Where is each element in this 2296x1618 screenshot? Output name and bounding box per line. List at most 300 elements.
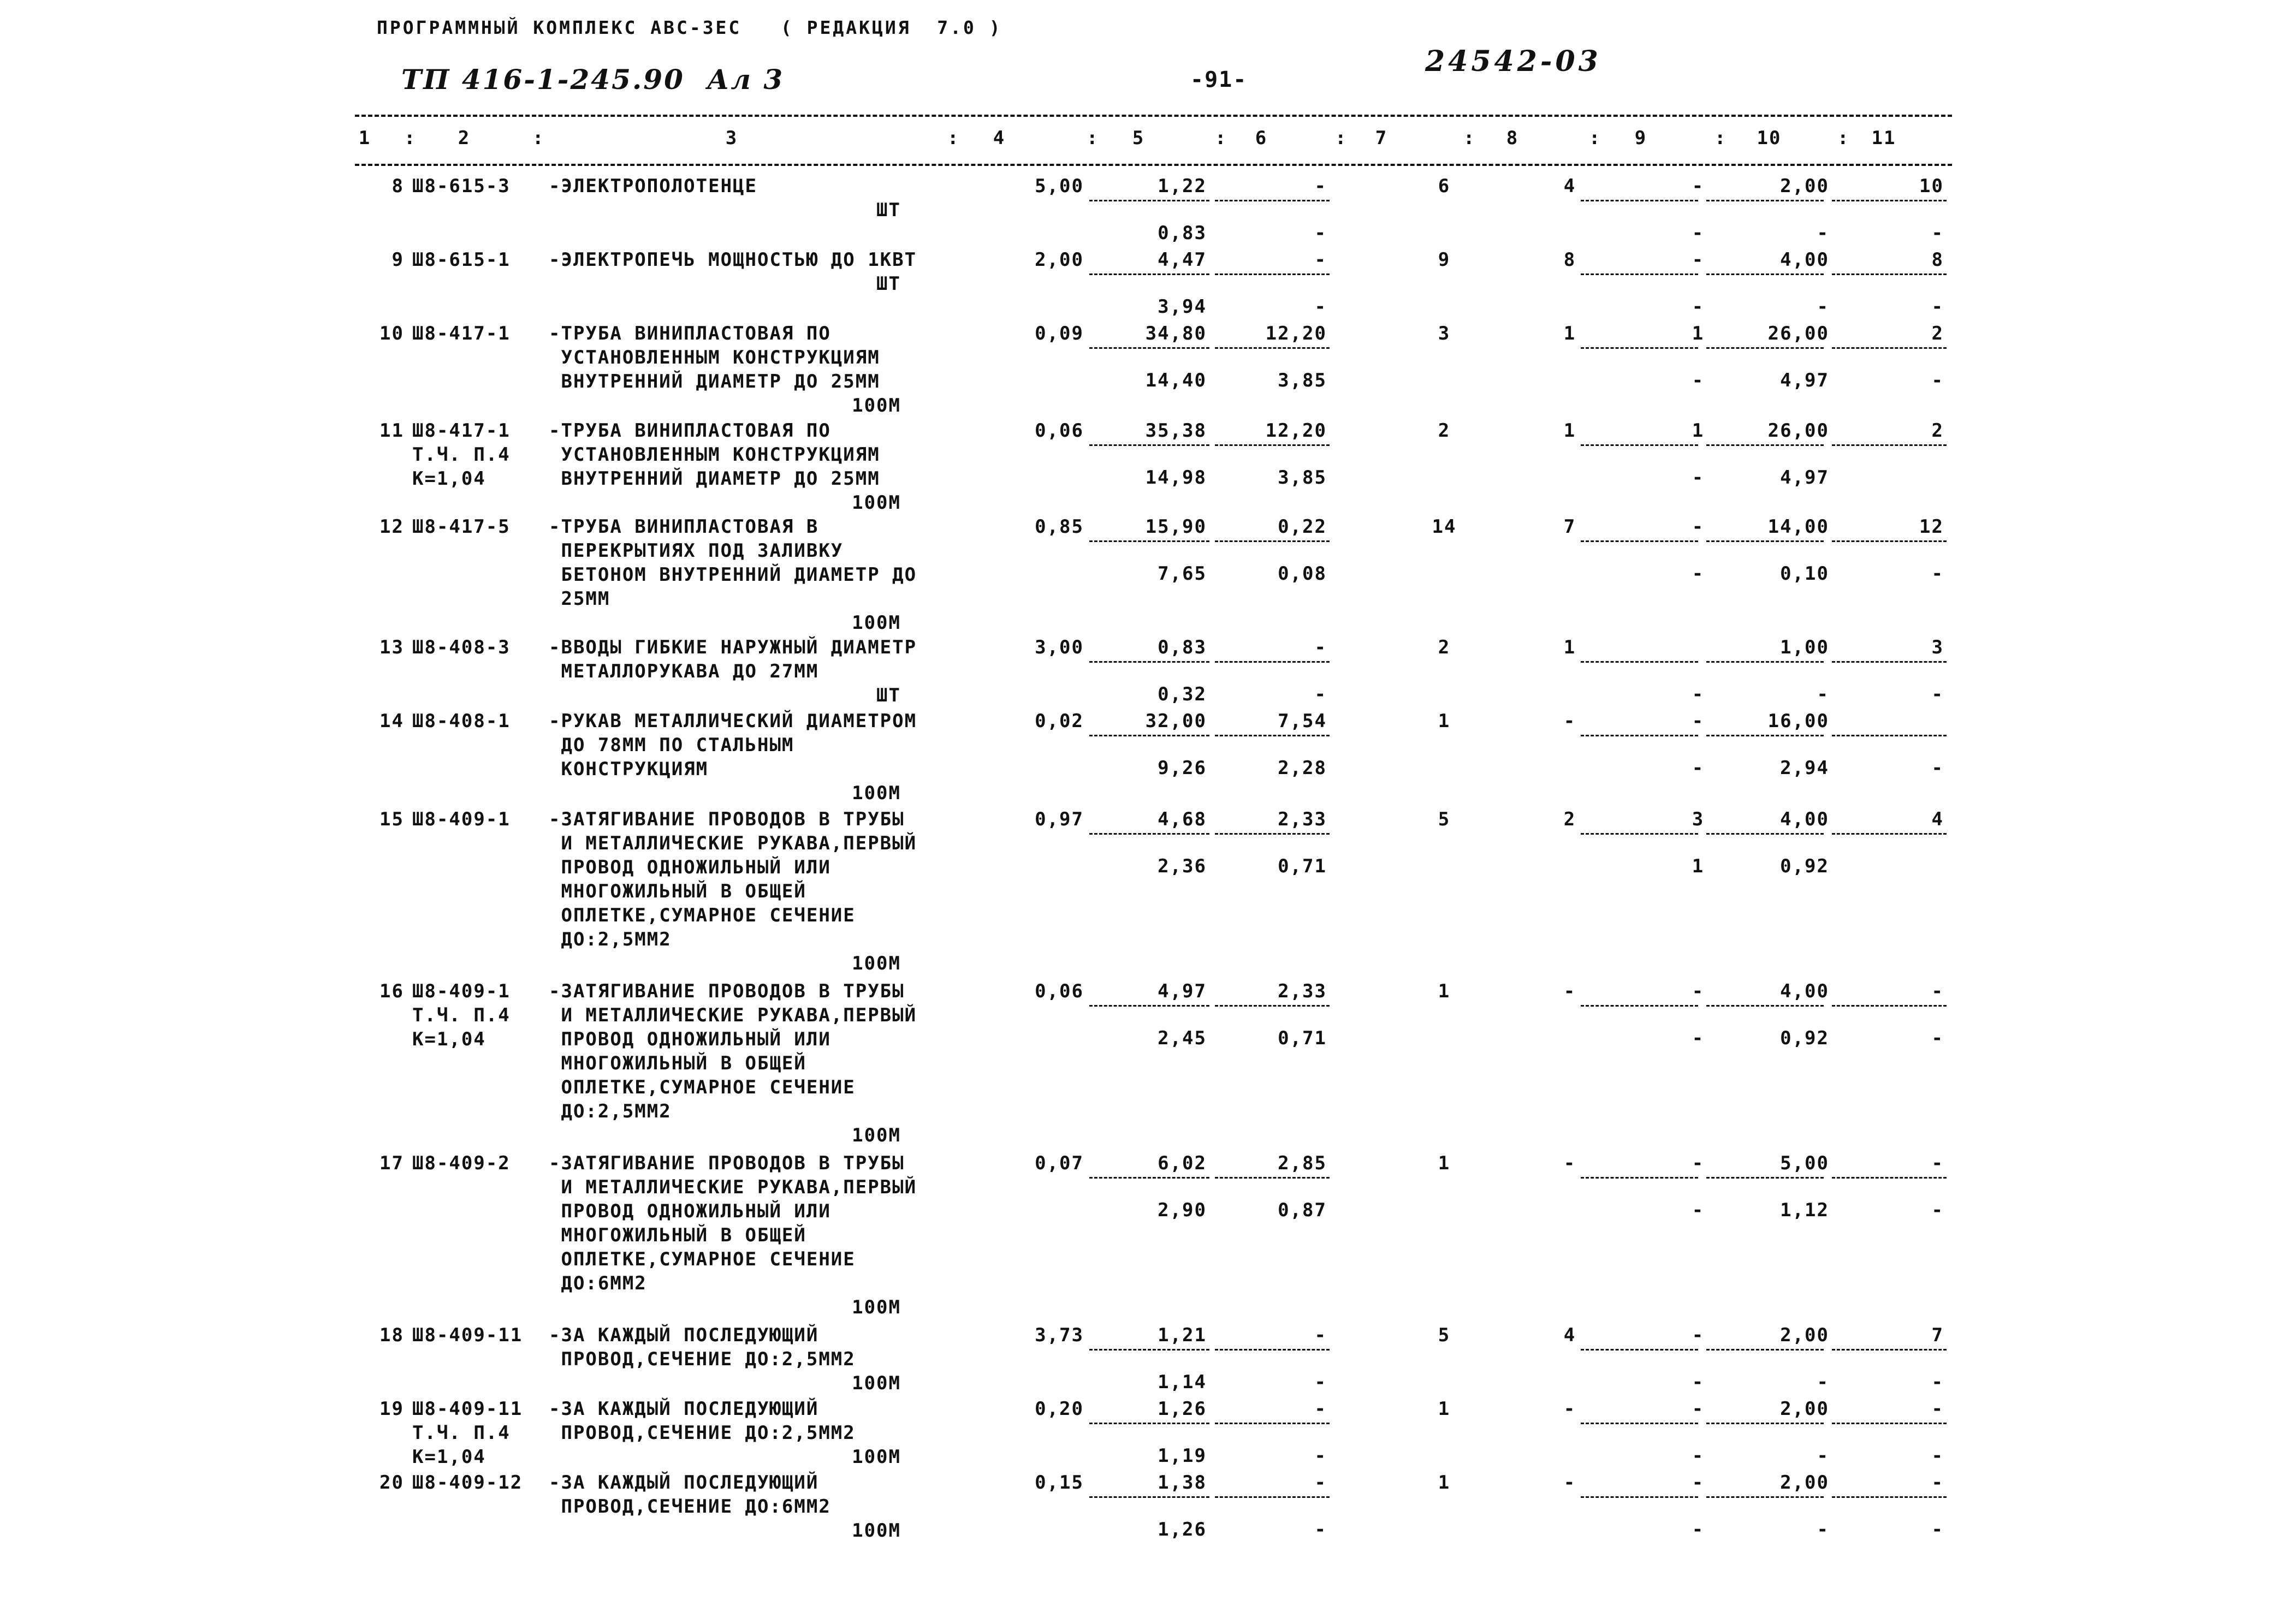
row-col10-sub: - bbox=[1817, 683, 1829, 705]
subtotal-divider bbox=[1832, 1005, 1947, 1007]
row-col5: 1,22 bbox=[1158, 175, 1207, 197]
row-col5-sub: 14,98 bbox=[1145, 467, 1207, 489]
row-col11: - bbox=[1931, 1152, 1944, 1174]
subtotal-divider bbox=[1832, 347, 1947, 349]
row-code: Ш8-417-1 bbox=[412, 420, 511, 442]
row-col11-sub: - bbox=[1931, 1519, 1944, 1540]
subtotal-divider bbox=[1215, 1423, 1330, 1424]
row-col11: 10 bbox=[1919, 175, 1944, 197]
row-unit: 100М bbox=[852, 1446, 901, 1468]
row-col5: 6,02 bbox=[1158, 1152, 1207, 1174]
row-code: Ш8-409-11 bbox=[412, 1324, 523, 1346]
row-col11-sub: - bbox=[1931, 296, 1944, 318]
header-rule-top bbox=[355, 115, 1952, 117]
subtotal-divider bbox=[1706, 1349, 1824, 1351]
subtotal-divider bbox=[1706, 735, 1824, 736]
row-col5-sub: 2,45 bbox=[1158, 1027, 1207, 1049]
row-col6: 12,20 bbox=[1265, 420, 1327, 442]
row-number: 20 bbox=[379, 1472, 404, 1494]
row-code: Ш8-409-2 bbox=[412, 1152, 511, 1174]
row-col9-sub: - bbox=[1692, 683, 1705, 705]
row-code: Ш8-417-1 bbox=[412, 323, 511, 344]
row-col11-sub: - bbox=[1931, 1371, 1944, 1393]
row-col7: 6 bbox=[1438, 175, 1451, 197]
row-description: УСТАНОВЛЕННЫМ КОНСТРУКЦИЯМ bbox=[549, 347, 880, 368]
row-col5: 4,68 bbox=[1158, 808, 1207, 830]
row-col11: 4 bbox=[1931, 808, 1944, 830]
row-description: ВНУТРЕННИЙ ДИАМЕТР ДО 25ММ bbox=[549, 468, 880, 490]
row-col10: 4,00 bbox=[1780, 980, 1829, 1002]
row-col7: 5 bbox=[1438, 808, 1451, 830]
subtotal-divider bbox=[1832, 540, 1947, 542]
subtotal-divider bbox=[1706, 200, 1824, 201]
row-description: ПРОВОД ОДНОЖИЛЬНЫЙ ИЛИ bbox=[549, 1028, 831, 1050]
row-col9-sub: - bbox=[1692, 1445, 1705, 1467]
row-unit: 100М bbox=[852, 612, 901, 634]
row-col10: 2,00 bbox=[1780, 1324, 1829, 1346]
subtotal-divider bbox=[1089, 735, 1209, 736]
row-col6: - bbox=[1314, 175, 1327, 197]
row-description: МЕТАЛЛОРУКАВА ДО 27ММ bbox=[549, 661, 819, 682]
column-header-8: 8 bbox=[1506, 127, 1519, 149]
row-col8: 1 bbox=[1563, 420, 1576, 442]
row-col9-sub: - bbox=[1692, 1199, 1705, 1221]
row-col4: 0,06 bbox=[1035, 420, 1084, 442]
row-code: Т.Ч. П.4 bbox=[412, 444, 511, 466]
subtotal-divider bbox=[1089, 273, 1209, 275]
column-separator: : bbox=[1837, 127, 1850, 149]
subtotal-divider bbox=[1706, 1423, 1824, 1424]
subtotal-divider bbox=[1089, 347, 1209, 349]
row-col7: 1 bbox=[1438, 1472, 1451, 1494]
row-col9: - bbox=[1692, 1398, 1705, 1420]
row-col10-sub: 0,92 bbox=[1780, 1027, 1829, 1049]
row-col9-sub: 1 bbox=[1692, 855, 1705, 877]
row-description: ПРОВОД,СЕЧЕНИЕ ДО:2,5ММ2 bbox=[549, 1422, 856, 1444]
subtotal-divider bbox=[1706, 661, 1824, 663]
subtotal-divider bbox=[1706, 540, 1824, 542]
row-col7: 1 bbox=[1438, 1398, 1451, 1420]
row-col6-sub: - bbox=[1314, 683, 1327, 705]
row-description: И МЕТАЛЛИЧЕСКИЕ РУКАВА,ПЕРВЫЙ bbox=[549, 1004, 917, 1026]
row-description: ДО:6ММ2 bbox=[549, 1272, 647, 1294]
column-header-7: 7 bbox=[1375, 127, 1388, 149]
row-col11: - bbox=[1931, 980, 1944, 1002]
subtotal-divider bbox=[1089, 1349, 1209, 1351]
row-number: 12 bbox=[379, 516, 404, 538]
row-code: Ш8-409-12 bbox=[412, 1472, 523, 1494]
subtotal-divider bbox=[1581, 661, 1698, 663]
row-col5-sub: 2,90 bbox=[1158, 1199, 1207, 1221]
row-unit: 100М bbox=[852, 492, 901, 514]
row-description: -ТРУБА ВИНИПЛАСТОВАЯ ПО bbox=[549, 420, 831, 442]
row-col6: 2,33 bbox=[1278, 980, 1327, 1002]
subtotal-divider bbox=[1581, 347, 1698, 349]
subtotal-divider bbox=[1089, 1005, 1209, 1007]
row-code: К=1,04 bbox=[412, 1446, 486, 1468]
row-number: 16 bbox=[379, 980, 404, 1002]
subtotal-divider bbox=[1832, 273, 1947, 275]
subtotal-divider bbox=[1581, 735, 1698, 736]
subtotal-divider bbox=[1089, 444, 1209, 446]
subtotal-divider bbox=[1581, 833, 1698, 835]
row-col7: 5 bbox=[1438, 1324, 1451, 1346]
row-description: ПЕРЕКРЫТИЯХ ПОД ЗАЛИВКУ bbox=[549, 540, 844, 562]
row-col5: 4,97 bbox=[1158, 980, 1207, 1002]
row-col10-sub: - bbox=[1817, 1445, 1829, 1467]
row-description: ОПЛЕТКЕ,СУМАРНОЕ СЕЧЕНИЕ bbox=[549, 1076, 856, 1098]
row-number: 15 bbox=[379, 808, 404, 830]
row-description: КОНСТРУКЦИЯМ bbox=[549, 758, 709, 780]
row-description: ДО:2,5ММ2 bbox=[549, 929, 672, 950]
row-col9-sub: - bbox=[1692, 467, 1705, 489]
column-separator: : bbox=[1087, 127, 1099, 149]
row-description: -ЗА КАЖДЫЙ ПОСЛЕДУЮЩИЙ bbox=[549, 1324, 819, 1346]
row-col8: - bbox=[1563, 710, 1576, 732]
column-separator: : bbox=[947, 127, 960, 149]
row-col10-sub: 2,94 bbox=[1780, 757, 1829, 779]
row-col9: 1 bbox=[1692, 420, 1705, 442]
row-col9-sub: - bbox=[1692, 296, 1705, 318]
row-col8: 1 bbox=[1563, 637, 1576, 658]
row-col8: 7 bbox=[1563, 516, 1576, 538]
row-col9: - bbox=[1692, 249, 1705, 271]
subtotal-divider bbox=[1832, 1177, 1947, 1179]
row-col7: 14 bbox=[1432, 516, 1457, 538]
row-description: -ЗА КАЖДЫЙ ПОСЛЕДУЮЩИЙ bbox=[549, 1398, 819, 1420]
subtotal-divider bbox=[1581, 273, 1698, 275]
subtotal-divider bbox=[1581, 1005, 1698, 1007]
row-col6-sub: 0,08 bbox=[1278, 563, 1327, 585]
row-col9-sub: - bbox=[1692, 757, 1705, 779]
row-col10: 14,00 bbox=[1767, 516, 1829, 538]
row-description: -ЗАТЯГИВАНИЕ ПРОВОДОВ В ТРУБЫ bbox=[549, 808, 905, 830]
row-number: 13 bbox=[379, 637, 404, 658]
row-col10: 1,00 bbox=[1780, 637, 1829, 658]
row-unit: ШТ bbox=[876, 273, 901, 295]
row-col9: - bbox=[1692, 1472, 1705, 1494]
subtotal-divider bbox=[1215, 661, 1330, 663]
row-description: БЕТОНОМ ВНУТРЕННИЙ ДИАМЕТР ДО bbox=[549, 564, 917, 586]
subtotal-divider bbox=[1581, 1496, 1698, 1498]
row-col9: - bbox=[1692, 1152, 1705, 1174]
row-code: К=1,04 bbox=[412, 468, 486, 490]
row-col6-sub: 0,71 bbox=[1278, 855, 1327, 877]
row-col5-sub: 0,32 bbox=[1158, 683, 1207, 705]
row-col5: 32,00 bbox=[1145, 710, 1207, 732]
subtotal-divider bbox=[1581, 444, 1698, 446]
row-col9-sub: - bbox=[1692, 1027, 1705, 1049]
row-col6: 2,85 bbox=[1278, 1152, 1327, 1174]
row-number: 14 bbox=[379, 710, 404, 732]
row-col6-sub: - bbox=[1314, 296, 1327, 318]
row-col11: 7 bbox=[1931, 1324, 1944, 1346]
column-header-11: 11 bbox=[1871, 127, 1896, 149]
row-col9-sub: - bbox=[1692, 1371, 1705, 1393]
subtotal-divider bbox=[1215, 540, 1330, 542]
row-col9-sub: - bbox=[1692, 1519, 1705, 1540]
row-col10-sub: - bbox=[1817, 1519, 1829, 1540]
row-col6-sub: 0,71 bbox=[1278, 1027, 1327, 1049]
row-col8: - bbox=[1563, 1398, 1576, 1420]
row-col9: - bbox=[1692, 516, 1705, 538]
row-col8: - bbox=[1563, 1472, 1576, 1494]
row-unit: ШТ bbox=[876, 685, 901, 706]
row-number: 11 bbox=[379, 420, 404, 442]
row-col5-sub: 14,40 bbox=[1145, 370, 1207, 391]
row-description: УСТАНОВЛЕННЫМ КОНСТРУКЦИЯМ bbox=[549, 444, 880, 466]
program-header: ПРОГРАММНЫЙ КОМПЛЕКС АВС-3ЕС ( РЕДАКЦИЯ 7.0 ) bbox=[377, 17, 1002, 38]
row-col10-sub: 4,97 bbox=[1780, 370, 1829, 391]
row-description: И МЕТАЛЛИЧЕСКИЕ РУКАВА,ПЕРВЫЙ bbox=[549, 832, 917, 854]
row-col5: 1,21 bbox=[1158, 1324, 1207, 1346]
row-col7: 3 bbox=[1438, 323, 1451, 344]
row-unit: 100М bbox=[852, 1372, 901, 1394]
row-col6: - bbox=[1314, 1324, 1327, 1346]
row-col9: - bbox=[1692, 175, 1705, 197]
row-col7: 2 bbox=[1438, 420, 1451, 442]
subtotal-divider bbox=[1215, 273, 1330, 275]
subtotal-divider bbox=[1832, 1423, 1947, 1424]
row-col8: 1 bbox=[1563, 323, 1576, 344]
column-header-5: 5 bbox=[1132, 127, 1145, 149]
row-col11-sub: - bbox=[1931, 1199, 1944, 1221]
subtotal-divider bbox=[1215, 1496, 1330, 1498]
subtotal-divider bbox=[1215, 200, 1330, 201]
row-col9-sub: - bbox=[1692, 563, 1705, 585]
row-description: -ТРУБА ВИНИПЛАСТОВАЯ ПО bbox=[549, 323, 831, 344]
subtotal-divider bbox=[1706, 1005, 1824, 1007]
row-col11: 3 bbox=[1931, 637, 1944, 658]
row-col11: - bbox=[1931, 1472, 1944, 1494]
row-number: 17 bbox=[379, 1152, 404, 1174]
row-col5: 35,38 bbox=[1145, 420, 1207, 442]
row-unit: 100М bbox=[852, 1296, 901, 1318]
row-code: Ш8-615-1 bbox=[412, 249, 511, 271]
row-col6-sub: 3,85 bbox=[1278, 467, 1327, 489]
row-col4: 0,09 bbox=[1035, 323, 1084, 344]
subtotal-divider bbox=[1089, 1423, 1209, 1424]
row-col11: - bbox=[1931, 1398, 1944, 1420]
subtotal-divider bbox=[1581, 540, 1698, 542]
row-col6: 2,33 bbox=[1278, 808, 1327, 830]
row-col10-sub: - bbox=[1817, 222, 1829, 244]
row-code: Ш8-417-5 bbox=[412, 516, 511, 538]
row-description: И МЕТАЛЛИЧЕСКИЕ РУКАВА,ПЕРВЫЙ bbox=[549, 1176, 917, 1198]
column-header-2: 2 bbox=[458, 127, 471, 149]
page-number: -91- bbox=[1190, 67, 1248, 92]
row-col4: 0,06 bbox=[1035, 980, 1084, 1002]
row-col11-sub: - bbox=[1931, 222, 1944, 244]
column-separator: : bbox=[532, 127, 545, 149]
row-number: 9 bbox=[391, 249, 404, 271]
row-col10: 4,00 bbox=[1780, 808, 1829, 830]
row-col5-sub: 7,65 bbox=[1158, 563, 1207, 585]
subtotal-divider bbox=[1581, 1177, 1698, 1179]
subtotal-divider bbox=[1089, 200, 1209, 201]
column-header-4: 4 bbox=[993, 127, 1006, 149]
row-col6: 0,22 bbox=[1278, 516, 1327, 538]
row-description: -ЗАТЯГИВАНИЕ ПРОВОДОВ В ТРУБЫ bbox=[549, 1152, 905, 1174]
row-col11-sub: - bbox=[1931, 370, 1944, 391]
column-header-6: 6 bbox=[1255, 127, 1268, 149]
subtotal-divider bbox=[1215, 1005, 1330, 1007]
row-description: -ЭЛЕКТРОПОЛОТЕНЦЕ bbox=[549, 175, 757, 197]
row-col11-sub: - bbox=[1931, 1027, 1944, 1049]
row-col10-sub: 1,12 bbox=[1780, 1199, 1829, 1221]
row-col11-sub: - bbox=[1931, 757, 1944, 779]
row-col5-sub: 2,36 bbox=[1158, 855, 1207, 877]
row-col7: 9 bbox=[1438, 249, 1451, 271]
row-number: 10 bbox=[379, 323, 404, 344]
row-col10: 4,00 bbox=[1780, 249, 1829, 271]
subtotal-divider bbox=[1089, 540, 1209, 542]
header-rule-bottom bbox=[355, 164, 1952, 166]
row-unit: 100М bbox=[852, 1125, 901, 1146]
subtotal-divider bbox=[1706, 1496, 1824, 1498]
row-col4: 0,02 bbox=[1035, 710, 1084, 732]
row-description: ПРОВОД ОДНОЖИЛЬНЫЙ ИЛИ bbox=[549, 1200, 831, 1222]
row-col6-sub: - bbox=[1314, 1519, 1327, 1540]
row-code: Т.Ч. П.4 bbox=[412, 1004, 511, 1026]
row-col5: 34,80 bbox=[1145, 323, 1207, 344]
subtotal-divider bbox=[1832, 200, 1947, 201]
row-code: Ш8-408-3 bbox=[412, 637, 511, 658]
row-code: К=1,04 bbox=[412, 1028, 486, 1050]
row-col9-sub: - bbox=[1692, 222, 1705, 244]
subtotal-divider bbox=[1706, 273, 1824, 275]
row-description: МНОГОЖИЛЬНЫЙ В ОБЩЕЙ bbox=[549, 881, 806, 902]
subtotal-divider bbox=[1089, 1496, 1209, 1498]
row-col11-sub: - bbox=[1931, 683, 1944, 705]
row-description: 25ММ bbox=[549, 588, 610, 610]
subtotal-divider bbox=[1089, 833, 1209, 835]
row-col8: 8 bbox=[1563, 249, 1576, 271]
row-col5-sub: 0,83 bbox=[1158, 222, 1207, 244]
subtotal-divider bbox=[1832, 1349, 1947, 1351]
row-col6-sub: - bbox=[1314, 222, 1327, 244]
row-description: -ВВОДЫ ГИБКИЕ НАРУЖНЫЙ ДИАМЕТР bbox=[549, 637, 917, 658]
row-col10: 26,00 bbox=[1767, 323, 1829, 344]
row-col6: - bbox=[1314, 637, 1327, 658]
row-col9: 3 bbox=[1692, 808, 1705, 830]
row-col5-sub: 9,26 bbox=[1158, 757, 1207, 779]
row-col4: 0,15 bbox=[1035, 1472, 1084, 1494]
row-col4: 2,00 bbox=[1035, 249, 1084, 271]
row-col11-sub: - bbox=[1931, 563, 1944, 585]
row-col11: 2 bbox=[1931, 420, 1944, 442]
row-col5: 4,47 bbox=[1158, 249, 1207, 271]
subtotal-divider bbox=[1832, 444, 1947, 446]
row-col7: 1 bbox=[1438, 710, 1451, 732]
row-description: ДО:2,5ММ2 bbox=[549, 1101, 672, 1122]
inventory-number: 24542-03 bbox=[1425, 45, 1601, 78]
row-col7: 1 bbox=[1438, 1152, 1451, 1174]
row-description: МНОГОЖИЛЬНЫЙ В ОБЩЕЙ bbox=[549, 1224, 806, 1246]
row-col9: - bbox=[1692, 710, 1705, 732]
row-unit: ШТ bbox=[876, 199, 901, 221]
row-unit: 100М bbox=[852, 953, 901, 974]
row-code: Т.Ч. П.4 bbox=[412, 1422, 511, 1444]
subtotal-divider bbox=[1215, 1349, 1330, 1351]
subtotal-divider bbox=[1706, 833, 1824, 835]
row-code: Ш8-409-1 bbox=[412, 980, 511, 1002]
subtotal-divider bbox=[1832, 661, 1947, 663]
row-description: -ЭЛЕКТРОПЕЧЬ МОЩНОСТЬЮ ДО 1КВТ bbox=[549, 249, 917, 271]
row-description: ПРОВОД,СЕЧЕНИЕ ДО:2,5ММ2 bbox=[549, 1348, 856, 1370]
row-col9: - bbox=[1692, 980, 1705, 1002]
row-col6: 7,54 bbox=[1278, 710, 1327, 732]
row-col6-sub: 0,87 bbox=[1278, 1199, 1327, 1221]
subtotal-divider bbox=[1215, 735, 1330, 736]
row-code: Ш8-615-3 bbox=[412, 175, 511, 197]
column-separator: : bbox=[1714, 127, 1727, 149]
row-col4: 3,73 bbox=[1035, 1324, 1084, 1346]
row-col11: 12 bbox=[1919, 516, 1944, 538]
subtotal-divider bbox=[1581, 200, 1698, 201]
row-col5-sub: 1,26 bbox=[1158, 1519, 1207, 1540]
row-col9: - bbox=[1692, 1324, 1705, 1346]
row-col10-sub: 0,10 bbox=[1780, 563, 1829, 585]
row-col6-sub: 3,85 bbox=[1278, 370, 1327, 391]
row-col10: 26,00 bbox=[1767, 420, 1829, 442]
row-col10: 2,00 bbox=[1780, 1472, 1829, 1494]
subtotal-divider bbox=[1089, 1177, 1209, 1179]
row-col8: 4 bbox=[1563, 175, 1576, 197]
column-separator: : bbox=[1589, 127, 1601, 149]
row-col5: 0,83 bbox=[1158, 637, 1207, 658]
row-description: -ЗА КАЖДЫЙ ПОСЛЕДУЮЩИЙ bbox=[549, 1472, 819, 1494]
subtotal-divider bbox=[1215, 444, 1330, 446]
subtotal-divider bbox=[1706, 444, 1824, 446]
row-description: ОПЛЕТКЕ,СУМАРНОЕ СЕЧЕНИЕ bbox=[549, 1248, 856, 1270]
row-description: ВНУТРЕННИЙ ДИАМЕТР ДО 25ММ bbox=[549, 371, 880, 392]
column-header-10: 10 bbox=[1757, 127, 1782, 149]
row-col5: 1,38 bbox=[1158, 1472, 1207, 1494]
row-description: -ЗАТЯГИВАНИЕ ПРОВОДОВ В ТРУБЫ bbox=[549, 980, 905, 1002]
row-number: 8 bbox=[391, 175, 404, 197]
row-col7: 2 bbox=[1438, 637, 1451, 658]
row-col6: - bbox=[1314, 249, 1327, 271]
column-separator: : bbox=[1215, 127, 1227, 149]
row-description: -ТРУБА ВИНИПЛАСТОВАЯ В bbox=[549, 516, 819, 538]
column-separator: : bbox=[1335, 127, 1348, 149]
column-header-1: 1 bbox=[358, 127, 371, 149]
doc-code: ТП 416-1-245.90 Ал 3 bbox=[401, 63, 785, 96]
subtotal-divider bbox=[1581, 1423, 1698, 1424]
row-col6-sub: - bbox=[1314, 1445, 1327, 1467]
row-code: Ш8-409-1 bbox=[412, 808, 511, 830]
row-col6-sub: 2,28 bbox=[1278, 757, 1327, 779]
row-col4: 0,85 bbox=[1035, 516, 1084, 538]
row-unit: 100М bbox=[852, 782, 901, 804]
row-col10-sub: 4,97 bbox=[1780, 467, 1829, 489]
subtotal-divider bbox=[1215, 833, 1330, 835]
subtotal-divider bbox=[1215, 347, 1330, 349]
row-col11: 2 bbox=[1931, 323, 1944, 344]
row-description: -РУКАВ МЕТАЛЛИЧЕСКИЙ ДИАМЕТРОМ bbox=[549, 710, 917, 732]
row-col11: 8 bbox=[1931, 249, 1944, 271]
row-col11-sub: - bbox=[1931, 1445, 1944, 1467]
row-number: 19 bbox=[379, 1398, 404, 1420]
row-description: ОПЛЕТКЕ,СУМАРНОЕ СЕЧЕНИЕ bbox=[549, 905, 856, 926]
subtotal-divider bbox=[1706, 1177, 1824, 1179]
row-description: ПРОВОД ОДНОЖИЛЬНЫЙ ИЛИ bbox=[549, 856, 831, 878]
row-col4: 3,00 bbox=[1035, 637, 1084, 658]
row-col5-sub: 1,19 bbox=[1158, 1445, 1207, 1467]
row-col4: 0,20 bbox=[1035, 1398, 1084, 1420]
row-col7: 1 bbox=[1438, 980, 1451, 1002]
